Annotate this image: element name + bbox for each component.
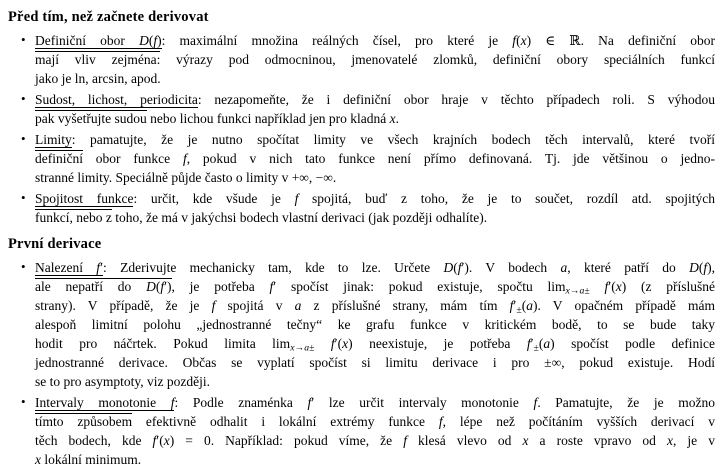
bullet-list-first-derivative	[8, 258, 715, 469]
math-symbol: a	[294, 298, 302, 313]
underlined-topic-phrase: Definiční obor	[35, 33, 140, 48]
math-symbol: f	[526, 336, 531, 351]
text-line	[35, 277, 715, 296]
text-segment: jednostranné derivace. Občas se vyplatí spočíst si limitu derivace i pro ±∞, pokud existuje. Hodí	[35, 355, 715, 370]
math-symbol: x	[615, 279, 622, 294]
underlined-topic-phrase: Limity	[35, 132, 72, 147]
text-segment: spojitá v	[215, 298, 295, 313]
list-item	[35, 90, 715, 128]
text-segment	[314, 336, 330, 351]
text-segment: strany). V případě, že je	[35, 298, 212, 313]
math-symbol: f	[182, 151, 187, 166]
math-subscript: ±	[533, 342, 539, 354]
text-segment: obor funkce	[82, 151, 183, 166]
text-line	[35, 109, 715, 128]
document-body	[8, 7, 715, 469]
text-segment: efektivně odhalit i lokální extrémy funkce	[132, 414, 439, 429]
math-symbol: D	[689, 260, 699, 275]
text-segment: lokální minimum.	[41, 452, 142, 467]
text-line	[35, 315, 715, 334]
text-line	[35, 208, 715, 227]
text-segment: , lépe než počítáním vyšších derivací v	[442, 414, 715, 429]
overlined-fragment: mají vliv zejména:	[35, 52, 161, 67]
text-segment: spočíst jinak: pokud existuje, spočtu lim	[276, 279, 566, 294]
math-symbol: a	[543, 336, 551, 351]
text-segment: hodit pro náčrtek. Pokud limita lim	[35, 336, 291, 351]
text-segment: , pokud v nich tato funkce není přímo definovaná. Tj. jde většinou o jedno-	[186, 151, 715, 166]
text-segment: ′	[311, 395, 315, 410]
overlined-fragment: definiční	[35, 151, 83, 166]
text-line	[35, 90, 715, 109]
text-line	[35, 69, 715, 88]
text-line	[35, 372, 715, 391]
text-segment: : určit, kde všude je	[133, 191, 295, 206]
overlined-fragment: ′	[164, 279, 168, 294]
math-symbol: f	[307, 395, 312, 410]
text-segment: : Zderivujte mechanicky tam, kde to lze. Určete	[103, 260, 444, 275]
text-segment: se to pro asymptoty, viz později.	[35, 374, 210, 389]
math-symbol: x	[522, 433, 529, 448]
text-segment: . Pamatujte, že je možno	[537, 395, 715, 410]
text-line	[35, 168, 715, 187]
text-segment: ′	[608, 279, 612, 294]
text-segment: stranné limity. Speciálně půjde často o limity v +∞, −∞.	[35, 170, 337, 185]
list-item	[35, 130, 715, 187]
math-symbol: x	[389, 111, 396, 126]
math-symbol: x	[520, 33, 527, 48]
text-segment: ′	[334, 336, 338, 351]
overlined-fragment: funkcí, nebo z	[35, 210, 112, 225]
text-segment: (	[159, 433, 164, 448]
text-segment	[590, 279, 605, 294]
overlined-fragment: D	[146, 279, 156, 294]
math-symbol: f	[294, 191, 299, 206]
text-line	[35, 393, 715, 412]
text-segment: ) spočíst podle definice	[550, 336, 716, 351]
text-segment: (	[516, 33, 521, 48]
math-symbol: x	[163, 433, 170, 448]
math-symbol: f	[152, 433, 157, 448]
underlined-topic-phrase: (	[148, 33, 154, 48]
text-line	[35, 50, 715, 69]
text-segment: z příslušné strany, mám tím	[301, 298, 510, 313]
text-segment: ′	[513, 298, 517, 313]
math-subscript: ±	[516, 304, 522, 316]
math-symbol: f	[604, 279, 609, 294]
math-symbol: f	[438, 414, 443, 429]
underlined-topic-phrase: f	[153, 33, 158, 48]
text-line	[35, 149, 715, 168]
math-symbol: f	[403, 433, 407, 448]
underlined-topic-phrase: D	[139, 33, 149, 48]
section-heading-before-deriving: Před tím, než začnete derivovat	[8, 9, 209, 25]
section-heading-first-derivative: První derivace	[8, 236, 102, 252]
overlined-fragment: )	[167, 279, 172, 294]
text-line	[35, 431, 715, 450]
underlined-topic-phrase: f	[96, 260, 101, 275]
text-segment: )	[526, 33, 532, 48]
text-segment: (	[453, 260, 458, 275]
text-segment: : Podle znaménka	[174, 395, 308, 410]
math-symbol: x	[667, 433, 673, 448]
text-segment: : nezapomeňte, že i definiční obor hraje v těchto případech roli. S výhodou	[197, 92, 715, 107]
text-segment: : maximální množina reálných čísel, pro které je	[161, 33, 513, 48]
text-segment: výrazy pod odmocninou, jmenovatelé zlomků, definiční obory speciálních funkcí	[160, 52, 715, 67]
text-line	[35, 31, 715, 50]
underlined-topic-phrase: ′	[100, 260, 104, 275]
underlined-topic-phrase: f	[170, 395, 175, 410]
math-symbol: f	[269, 279, 274, 294]
text-segment: alespoň limitní polohu „jednostranné tečny“ ke grafu funkce v kritickém bodě, to se bude taky	[35, 317, 715, 332]
bullet-list-before-deriving	[8, 31, 715, 227]
text-segment: (	[698, 260, 704, 275]
text-segment: toho, že má v jakýchsi bodech vlastní derivaci (jak později odhalíte).	[111, 210, 488, 225]
text-line	[35, 334, 715, 353]
math-symbol: x	[342, 336, 349, 351]
text-segment: , je potřeba	[171, 279, 270, 294]
list-item	[35, 189, 715, 227]
math-symbol: f	[533, 395, 538, 410]
text-line	[35, 258, 715, 277]
text-segment: ′	[530, 336, 534, 351]
underlined-topic-phrase: Intervaly monotonie	[35, 395, 171, 410]
underlined-topic-phrase: Sudost, lichost, periodicita	[35, 92, 198, 107]
text-segment: ) (z příslušné	[621, 279, 716, 294]
underlined-topic-phrase: )	[157, 33, 162, 48]
math-symbol: a	[560, 260, 568, 275]
math-symbol: f	[509, 298, 514, 313]
text-segment: ′	[156, 433, 160, 448]
text-line	[35, 412, 715, 431]
text-segment: (	[521, 298, 527, 313]
text-segment: : pamatujte, že je nutno spočítat limity ve všech krajních bodech těch intervalů, které tvoří	[71, 132, 715, 147]
overlined-fragment: tímto způsobem	[35, 414, 133, 429]
math-symbol: a	[526, 298, 533, 313]
math-symbol: f	[512, 33, 517, 48]
text-segment: klesá vlevo od	[406, 433, 523, 448]
text-segment: ′	[461, 260, 465, 275]
text-segment: , je v	[673, 433, 715, 448]
text-segment: těch bodech, kde	[35, 433, 153, 448]
list-item	[35, 31, 715, 88]
text-segment: ). V opačném případě mám	[532, 298, 715, 313]
text-segment: nebo lichou funkci například jen pro kladná	[146, 111, 390, 126]
text-segment: ∈ ℝ. Na definiční obor	[531, 33, 715, 48]
text-segment: .	[395, 111, 400, 126]
text-segment: ). V bodech	[464, 260, 561, 275]
list-item	[35, 258, 715, 391]
text-segment: , které patří do	[567, 260, 690, 275]
math-symbol: f	[330, 336, 335, 351]
text-line	[35, 130, 715, 149]
underlined-topic-phrase: Nalezení	[35, 260, 97, 275]
text-line	[35, 353, 715, 372]
overlined-fragment: ale nepatří do	[35, 279, 147, 294]
text-segment: (	[337, 336, 343, 351]
math-subscript: x→a±	[565, 285, 590, 297]
overlined-fragment: pak vyšetřujte sudou	[35, 111, 147, 126]
text-segment: ) = 0. Například: pokud víme, že	[169, 433, 404, 448]
text-segment: ) neexistuje, je potřeba	[348, 336, 527, 351]
math-symbol: x	[35, 452, 41, 467]
text-line	[35, 296, 715, 315]
text-segment: ′	[273, 279, 277, 294]
math-symbol: f	[703, 260, 708, 275]
math-subscript: x→a±	[290, 342, 315, 354]
math-symbol: f	[457, 260, 462, 275]
text-segment: lze určit intervaly monotonie	[314, 395, 534, 410]
text-segment: spojitá, buď z toho, že je to součet, rozdíl atd. spojitých	[298, 191, 715, 206]
math-symbol: f	[211, 298, 216, 313]
text-line	[35, 189, 715, 208]
text-segment: (	[538, 336, 544, 351]
math-symbol: D	[443, 260, 454, 275]
overlined-fragment: f	[160, 279, 165, 294]
text-segment: jako je ln, arcsin, apod.	[35, 71, 161, 86]
text-segment: ),	[707, 260, 716, 275]
text-segment: (	[611, 279, 616, 294]
text-segment: a roste vpravo od	[528, 433, 667, 448]
overlined-fragment: (	[155, 279, 161, 294]
list-item	[35, 393, 715, 469]
underlined-topic-phrase: Spojitost funkce	[35, 191, 134, 206]
